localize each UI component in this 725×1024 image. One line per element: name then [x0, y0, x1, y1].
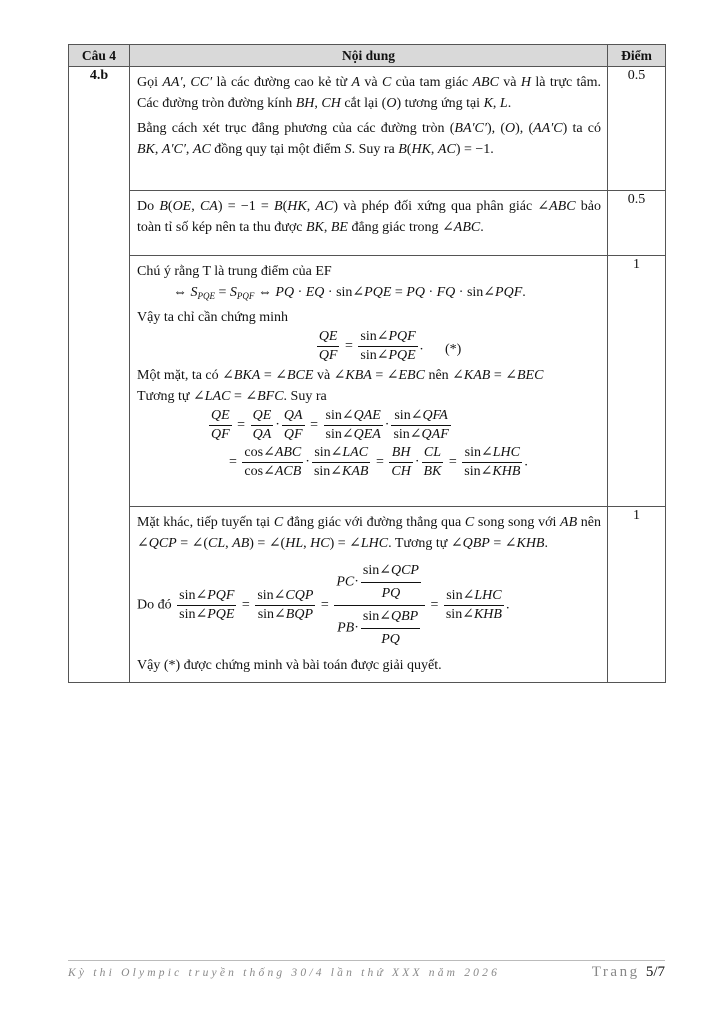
table-header-row [69, 45, 666, 67]
content-cell [130, 67, 608, 191]
equation-star: $\frac{QE}{QF}$ = $\frac{\text{sin∠PQF}}{\text{sin∠PQE}}$ . (*) [318, 329, 462, 363]
table-row [69, 507, 666, 683]
points-cell: 1 [608, 256, 666, 507]
points-cell: 1 [608, 507, 666, 683]
footer-title: Kỳ thi Olympic truyền thống 30/4 lần thứ XXX năm 2026 [68, 967, 501, 979]
paragraph: Chú ý rằng T là trung điểm của EF [137, 264, 332, 279]
header-content: Nội dung [130, 45, 608, 67]
paragraph: Mặt khác, tiếp tuyến tại C đẳng giác với đường thẳng qua C song song với AB nên ∠QCP = ∠(CL, AB) = ∠(HL, HC) = ∠LHC. Tương tự ∠QBP = ∠KHB. [137, 515, 601, 551]
paragraph: Do B(OE, CA) = −1 = B(HK, AC) và phép đối xứng qua phân giác ∠ABC bảo toàn tỉ số kép nên ta thu được BK, BE đẳng giác trong ∠ABC. [137, 199, 601, 235]
header-question: Câu 4 [69, 45, 130, 67]
equation: $\frac{QE}{QF}$ = $\frac{QE}{QA}$ · $\frac{QA}{QF}$ = $\frac{\text{sin∠QAE}}{\text{sin∠QEA}}$ · $\frac{\text{sin∠QFA}}{\text{sin∠QAF}}$ [211, 408, 449, 442]
equation: ⇔ $S_{PQE} = S_{PQF}$ ⇔ PQ · EQ · sin∠PQE = PQ · FQ · sin∠PQF. [173, 285, 526, 301]
content-cell [130, 507, 608, 683]
table-row [69, 191, 666, 256]
grading-table [68, 44, 666, 683]
paragraph: Gọi AA′, CC′ là các đường cao kẻ từ A và C của tam giác ABC và H là trực tâm. Các đường tròn đường kính BH, CH cắt lại (O) tương ứng tại K, L. [137, 75, 602, 111]
paragraph: Bằng cách xét trục đẳng phương của các đường tròn (BA′C′), (O), (AA′C) ta có BK, A′C′, AC đồng quy tại một điểm S. Suy ra B(HK, AC) = −1. [137, 121, 601, 157]
equation: = $\frac{\text{cos∠ABC}}{\text{cos∠ACB}}$ · $\frac{\text{sin∠LAC}}{\text{sin∠KAB}}$ = $\frac{BH}{CH}$ · $\frac{CL}{BK}$ = $\frac{\text{sin∠LHC}}{\text{sin∠KHB}}$ . [229, 445, 528, 479]
equation: Do đó $\frac{\text{sin∠PQF}}{\text{sin∠PQE}}$ = $\frac{\text{sin∠CQP}}{\text{sin∠BQP}}$ = PC· $\frac{\text{sin∠QCP}}{PQ}$ PB· $\frac{\text{sin∠QBP}}{PQ}$ = $\frac{\text{sin∠LHC}}{\text{sin∠KHB}}$ . [137, 560, 601, 651]
content-cell [130, 256, 608, 507]
paragraph: Vậy (*) được chứng minh và bài toán được giải quyết. [137, 658, 442, 673]
paragraph: Vậy ta chỉ cần chứng minh [137, 310, 289, 325]
content-cell [130, 191, 608, 256]
page-footer [68, 960, 665, 980]
points-cell: 0.5 [608, 67, 666, 191]
paragraph: Tương tự ∠LAC = ∠BFC. Suy ra [137, 389, 327, 404]
table-row [69, 256, 666, 507]
paragraph: Một mặt, ta có ∠BKA = ∠BCE và ∠KBA = ∠EBC nên ∠KAB = ∠BEC [137, 368, 544, 383]
header-points: Điểm [608, 45, 666, 67]
table-row [69, 67, 666, 191]
page-number: Trang 5/7 [591, 964, 665, 980]
points-cell: 0.5 [608, 191, 666, 256]
sub-question-label: 4.b [69, 67, 130, 683]
